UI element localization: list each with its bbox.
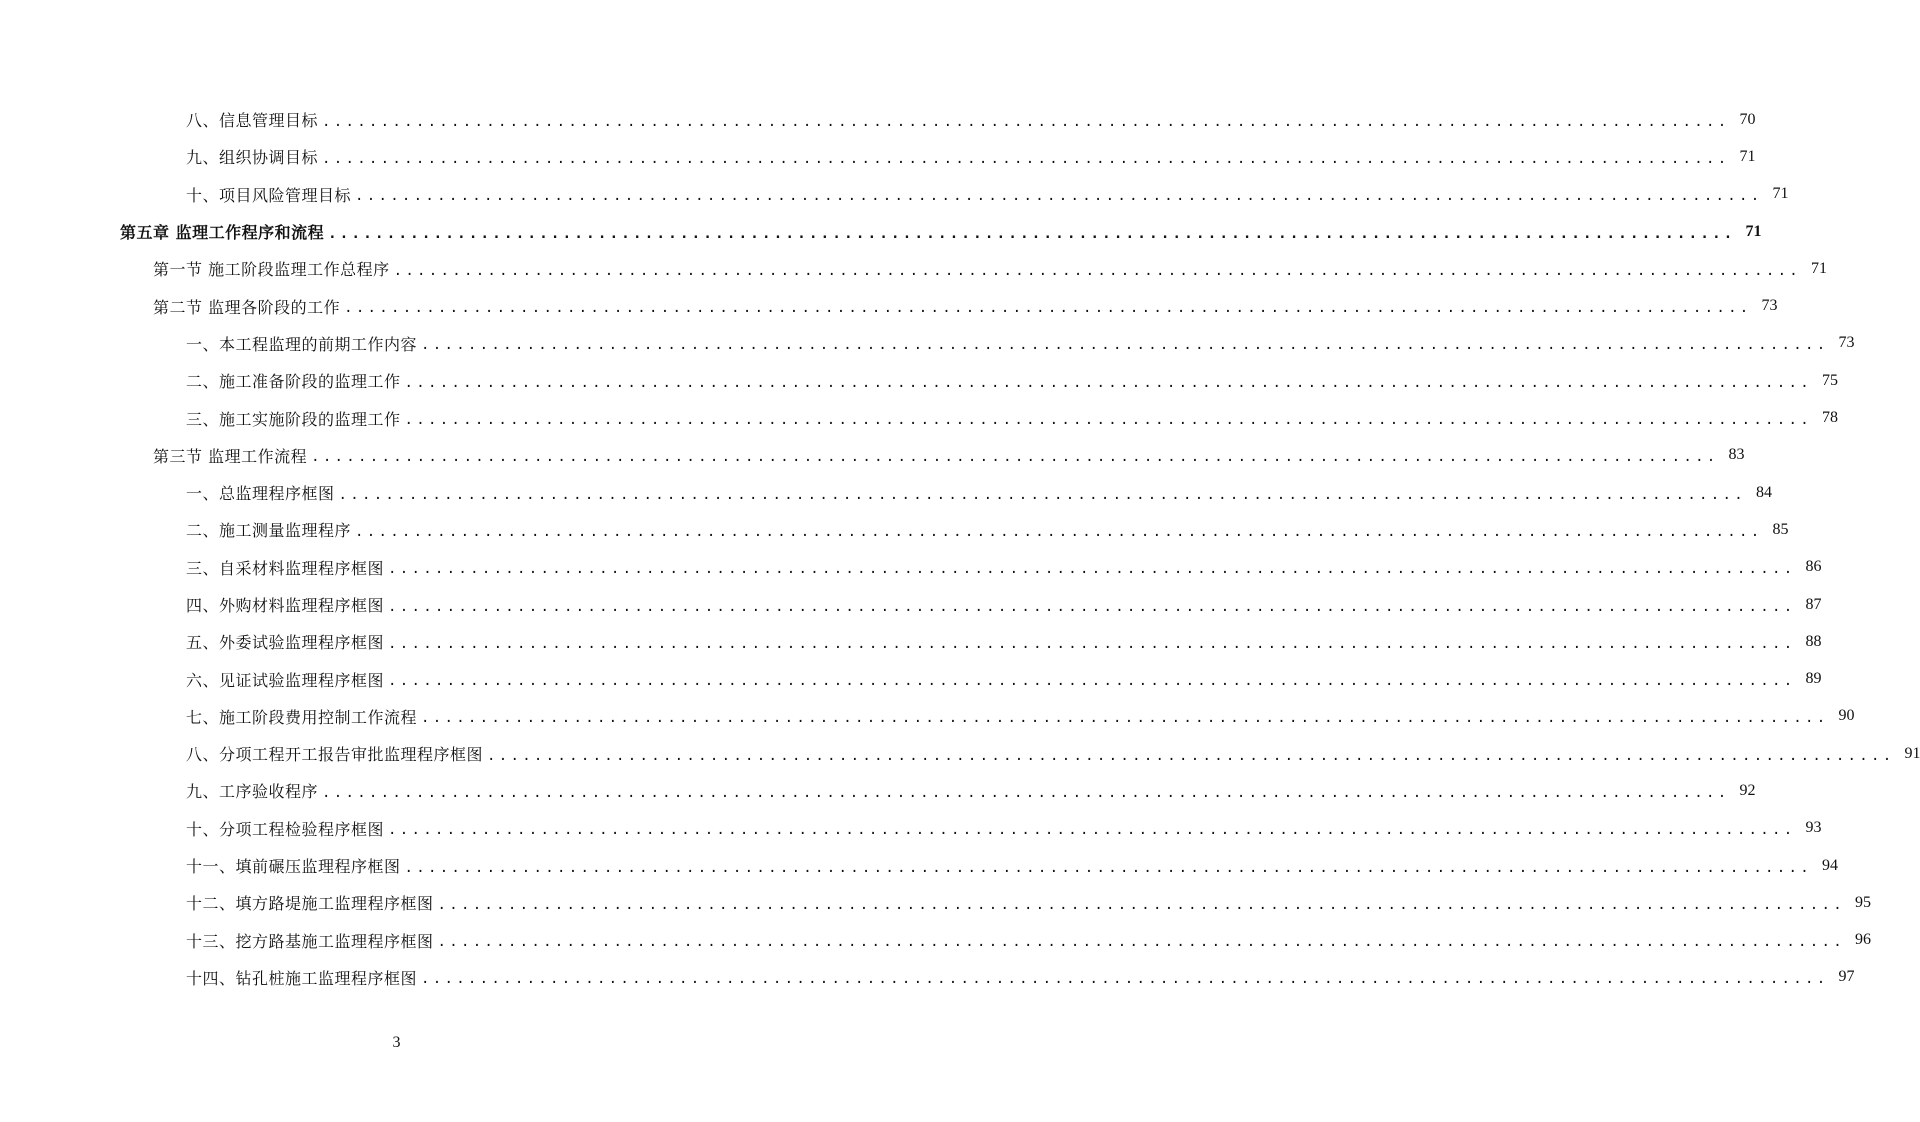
- dot-leader: ........................................................................................................................: [404, 374, 1812, 391]
- toc-entry-title: 八、信息管理目标: [186, 111, 319, 131]
- toc-entry-title: 第三节 监理工作流程: [153, 446, 308, 466]
- toc-entry-page: 71: [1772, 185, 1789, 203]
- dot-leader: ........................................................................................................................: [322, 784, 1730, 801]
- toc-entry-page: 88: [1805, 632, 1822, 650]
- toc-entry-page: 73: [1761, 297, 1778, 315]
- toc-entry-page: 97: [1838, 968, 1855, 986]
- dot-leader: ........................................................................................................................: [404, 412, 1812, 429]
- dot-leader: ........................................................................................................................: [388, 822, 1796, 839]
- toc-entry[interactable]: [0, 325, 1855, 362]
- dot-leader: ........................................................................................................................: [421, 337, 1829, 354]
- toc-entry[interactable]: [0, 772, 1756, 809]
- dot-leader: ........................................................................................................................: [388, 673, 1796, 690]
- toc-entry[interactable]: [0, 884, 1871, 921]
- toc-entry[interactable]: [0, 399, 1838, 436]
- toc-entry-title: 第一节 施工阶段监理工作总程序: [153, 260, 390, 280]
- toc-entry[interactable]: [0, 847, 1838, 884]
- toc-entry[interactable]: [0, 101, 1756, 138]
- toc-entry[interactable]: [0, 138, 1756, 175]
- toc-entry-page: 71: [1745, 222, 1762, 240]
- toc-entry[interactable]: [0, 213, 1762, 250]
- toc-entry[interactable]: [0, 959, 1855, 996]
- dot-leader: ........................................................................................................................: [437, 896, 1845, 913]
- toc-entry-title: 一、总监理程序框图: [186, 484, 335, 504]
- toc-entry-title: 第二节 监理各阶段的工作: [153, 297, 341, 317]
- toc-entry[interactable]: [0, 586, 1822, 623]
- toc-entry-title: 二、施工测量监理程序: [186, 521, 352, 541]
- dot-leader: ........................................................................................................................: [344, 300, 1752, 317]
- toc-entry-title: 七、施工阶段费用控制工作流程: [186, 707, 418, 727]
- dot-leader: ........................................................................................................................: [388, 561, 1796, 578]
- dot-leader: ........................................................................................................................: [393, 262, 1802, 279]
- dot-leader: ........................................................................................................................: [355, 523, 1763, 540]
- toc-entry-title: 十三、挖方路基施工监理程序框图: [186, 931, 434, 951]
- toc-entry-page: 93: [1805, 819, 1822, 837]
- toc-entry-page: 96: [1854, 931, 1871, 949]
- page-number: 3: [392, 1034, 401, 1051]
- toc-entry-page: 70: [1739, 110, 1756, 128]
- toc-entry[interactable]: [0, 660, 1822, 697]
- toc-entry-title: 一、本工程监理的前期工作内容: [186, 334, 418, 354]
- toc-entry[interactable]: [0, 250, 1828, 287]
- toc-entry-title: 三、施工实施阶段的监理工作: [186, 409, 401, 429]
- dot-leader: ........................................................................................................................: [437, 934, 1845, 951]
- dot-leader: ........................................................................................................................: [328, 225, 1736, 242]
- toc-entry-title: 三、自采材料监理程序框图: [186, 558, 385, 578]
- toc-entry-page: 84: [1755, 483, 1772, 501]
- toc-entry-page: 94: [1821, 856, 1838, 874]
- dot-leader: ........................................................................................................................: [404, 859, 1812, 876]
- toc-entry-title: 二、施工准备阶段的监理工作: [186, 372, 401, 392]
- toc-entry-title: 十、分项工程检验程序框图: [186, 819, 385, 839]
- toc-entry-page: 90: [1838, 707, 1855, 725]
- toc-entry-title: 九、工序验收程序: [186, 782, 319, 802]
- dot-leader: ........................................................................................................................: [355, 188, 1763, 205]
- toc-entry[interactable]: [0, 362, 1838, 399]
- toc-entry-page: 89: [1805, 670, 1822, 688]
- toc-entry[interactable]: [0, 810, 1822, 847]
- toc-entry[interactable]: [0, 176, 1789, 213]
- toc-entry-page: 86: [1805, 558, 1822, 576]
- toc-entry[interactable]: [0, 474, 1772, 511]
- toc-entry-title: 八、分项工程开工报告审批监理程序框图: [186, 745, 484, 765]
- toc-entry[interactable]: [0, 511, 1789, 548]
- toc-entry-title: 四、外购材料监理程序框图: [186, 596, 385, 615]
- toc-entry-title: 五、外委试验监理程序框图: [186, 633, 385, 653]
- toc-entry-page: 87: [1805, 595, 1822, 613]
- toc-entry-page: 73: [1838, 334, 1855, 352]
- toc-entry-title: 十四、钻孔桩施工监理程序框图: [186, 968, 418, 988]
- toc-entry-page: 92: [1739, 781, 1756, 799]
- dot-leader: ........................................................................................................................: [487, 747, 1895, 764]
- toc-entry[interactable]: [0, 287, 1778, 324]
- toc-entry-page: 83: [1728, 446, 1745, 464]
- toc-entry[interactable]: [0, 735, 1920, 772]
- toc-entry[interactable]: [0, 922, 1871, 959]
- toc-entry[interactable]: [0, 698, 1855, 735]
- toc-entry-page: 71: [1739, 147, 1756, 165]
- toc-entry-title: 十二、填方路堤施工监理程序框图: [186, 894, 434, 914]
- dot-leader: ........................................................................................................................: [388, 598, 1796, 615]
- toc-entry-page: 75: [1821, 371, 1838, 389]
- toc-entry-title: 六、见证试验监理程序框图: [186, 670, 385, 690]
- dot-leader: ........................................................................................................................: [322, 150, 1730, 167]
- dot-leader: ........................................................................................................................: [421, 971, 1829, 988]
- table-of-contents: [0, 101, 1920, 996]
- toc-entry-page: 71: [1811, 259, 1828, 277]
- toc-entry[interactable]: [0, 623, 1822, 660]
- toc-entry-page: 78: [1821, 409, 1838, 427]
- dot-leader: ........................................................................................................................: [388, 635, 1796, 652]
- toc-entry-title: 第五章 监理工作程序和流程: [120, 223, 325, 243]
- toc-entry[interactable]: [0, 437, 1745, 474]
- toc-entry[interactable]: [0, 549, 1822, 586]
- dot-leader: ........................................................................................................................: [311, 449, 1719, 466]
- dot-leader: ........................................................................................................................: [421, 710, 1829, 727]
- toc-entry-page: 85: [1772, 520, 1789, 538]
- dot-leader: ........................................................................................................................: [338, 486, 1746, 503]
- toc-entry-title: 十、项目风险管理目标: [186, 185, 352, 205]
- toc-entry-title: 十一、填前碾压监理程序框图: [186, 857, 401, 877]
- toc-entry-page: 95: [1854, 893, 1871, 911]
- dot-leader: ........................................................................................................................: [322, 113, 1730, 130]
- toc-entry-page: 91: [1904, 744, 1920, 762]
- toc-entry-title: 九、组织协调目标: [186, 148, 319, 168]
